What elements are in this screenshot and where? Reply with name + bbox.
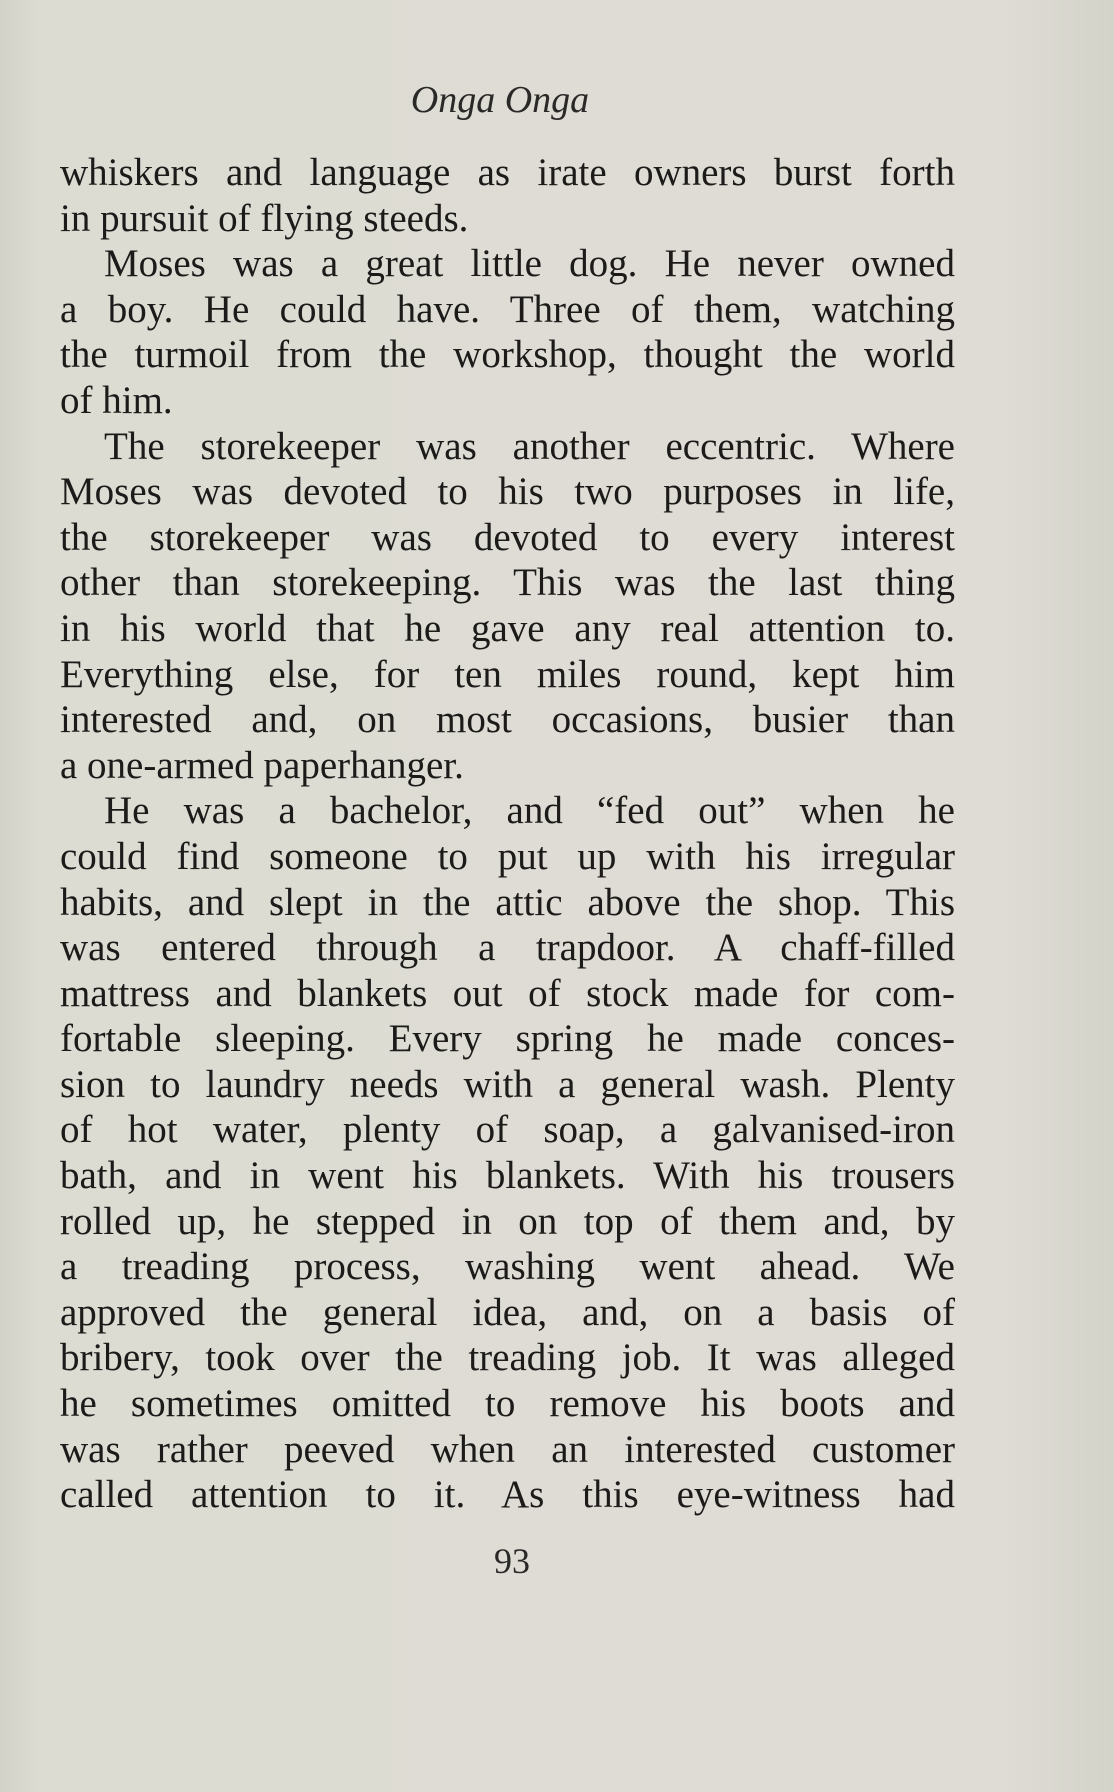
text-line: a boy. He could have. Three of them, watching [60, 287, 955, 331]
text-line: fortable sleeping. Every spring he made conces- [60, 1017, 955, 1061]
text-line: rolled up, he stepped in on top of them and, by [60, 1199, 955, 1243]
text-line: the storekeeper was devoted to every interest [60, 515, 955, 559]
text-line: a one-armed paperhanger. [60, 743, 464, 787]
text-line: habits, and slept in the attic above the shop. This [60, 880, 955, 924]
text-line: bribery, took over the treading job. It was alleged [60, 1336, 955, 1380]
text-line: a treading process, washing went ahead. We [60, 1245, 955, 1289]
text-line: approved the general idea, and, on a basis of [60, 1290, 955, 1334]
text-line: was rather peeved when an interested customer [60, 1427, 955, 1471]
text-line: He was a bachelor, and “fed out” when he [104, 789, 955, 833]
body-text [60, 150, 955, 1518]
text-line: was entered through a trapdoor. A chaff-filled [60, 926, 955, 970]
text-line: Everything else, for ten miles round, kept him [60, 652, 955, 696]
text-line: bath, and in went his blankets. With his trousers [60, 1154, 955, 1198]
text-line: sion to laundry needs with a general wash. Plenty [60, 1062, 955, 1106]
text-line: could find someone to put up with his irregular [60, 834, 955, 878]
text-line: he sometimes omitted to remove his boots and [60, 1382, 955, 1426]
text-line: Moses was devoted to his two purposes in life, [60, 470, 955, 514]
text-line: Moses was a great little dog. He never owned [104, 242, 955, 286]
text-line: whiskers and language as irate owners burst forth [60, 151, 955, 194]
text-line: mattress and blankets out of stock made for com- [60, 971, 955, 1015]
text-line: the turmoil from the workshop, thought the world [60, 333, 955, 377]
text-line: in his world that he gave any real attention to. [60, 606, 955, 650]
text-line: other than storekeeping. This was the last thing [60, 561, 955, 605]
text-line: in pursuit of flying steeds. [60, 196, 469, 240]
text-line: interested and, on most occasions, busier than [60, 698, 955, 742]
text-line: The storekeeper was another eccentric. Where [104, 424, 955, 468]
text-line: called attention to it. As this eye-witness had [60, 1473, 955, 1517]
text-line: of hot water, plenty of soap, a galvanised-iron [60, 1108, 955, 1152]
running-title: Onga Onga [410, 79, 590, 121]
page-number: 93 [494, 1541, 530, 1581]
text-line: of him. [60, 378, 173, 422]
